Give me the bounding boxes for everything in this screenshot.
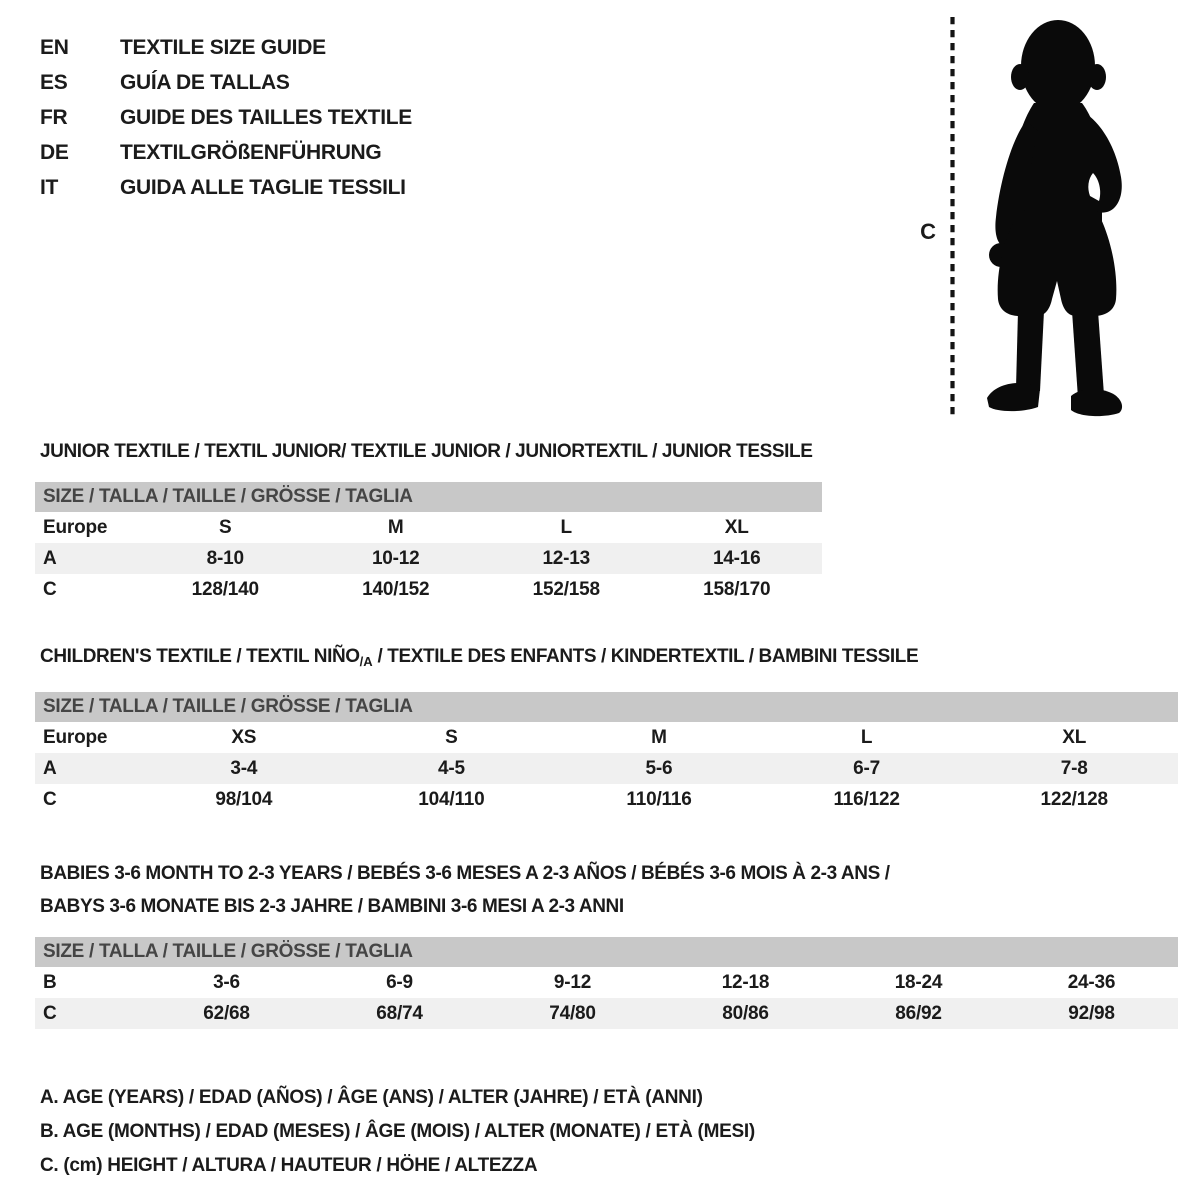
row-label: C <box>43 579 57 600</box>
babies-section-title <box>35 857 1178 923</box>
language-code: EN <box>40 35 69 59</box>
guide-title-es: GUÍA DE TALLAS <box>120 70 290 94</box>
language-code: ES <box>40 70 68 94</box>
babies-row-height <box>35 998 1178 1029</box>
children-title-suffix: / TEXTILE DES ENFANTS / KINDERTEXTIL / BAMBINI TESSILE <box>372 646 919 667</box>
header-area <box>0 0 1200 442</box>
legend-line-b: B. AGE (MONTHS) / EDAD (MESES) / ÂGE (MOIS) / ALTER (MONATE) / ETÀ (MESI) <box>40 1121 755 1142</box>
table-cell: 158/170 <box>703 579 771 600</box>
table-cell: 86/92 <box>895 1003 942 1024</box>
table-cell: 6-9 <box>386 972 413 993</box>
guide-title-it: GUIDA ALLE TAGLIE TESSILI <box>120 175 406 199</box>
children-row-height <box>35 784 1178 815</box>
table-cell: S <box>219 517 232 538</box>
table-cell: 74/80 <box>549 1003 596 1024</box>
table-cell: M <box>387 517 404 538</box>
language-row-fr <box>40 100 412 135</box>
section-junior-textile <box>35 442 1178 605</box>
children-row-age <box>35 753 1178 784</box>
babies-row-months <box>35 967 1178 998</box>
section-babies-textile <box>35 857 1178 1029</box>
table-cell: 122/128 <box>1040 789 1108 810</box>
height-dashed-line-icon <box>950 14 955 418</box>
table-cell: 24-36 <box>1067 972 1116 993</box>
table-cell: 110/116 <box>626 789 692 810</box>
children-section-title <box>40 647 1178 672</box>
row-label: Europe <box>43 727 108 748</box>
table-cell: 92/98 <box>1068 1003 1115 1024</box>
section-childrens-textile <box>35 647 1178 815</box>
row-label: Europe <box>43 517 108 538</box>
children-title-prefix: CHILDREN'S TEXTILE / TEXTIL NIÑO <box>40 646 360 667</box>
table-cell: 7-8 <box>1060 758 1088 779</box>
table-cell: XL <box>1062 727 1087 748</box>
toddler-silhouette-icon <box>970 13 1142 419</box>
junior-row-height <box>35 574 822 605</box>
language-code: FR <box>40 105 68 129</box>
table-cell: 116/122 <box>833 789 900 810</box>
table-cell: 152/158 <box>532 579 600 600</box>
table-cell: 6-7 <box>853 758 881 779</box>
table-cell: 4-5 <box>437 758 465 779</box>
table-cell: XL <box>724 517 749 538</box>
table-cell: L <box>860 727 873 748</box>
table-cell: 3-4 <box>230 758 258 779</box>
table-cell: 80/86 <box>722 1003 769 1024</box>
language-code: DE <box>40 140 69 164</box>
table-cell: 140/152 <box>362 579 430 600</box>
guide-title-en: TEXTILE SIZE GUIDE <box>120 35 326 59</box>
table-cell: 98/104 <box>215 789 273 810</box>
language-row-it <box>40 170 412 205</box>
junior-section-title: JUNIOR TEXTILE / TEXTIL JUNIOR/ TEXTILE JUNIOR / JUNIORTEXTIL / JUNIOR TESSILE <box>40 441 813 462</box>
junior-size-header-bar: SIZE / TALLA / TAILLE / GRÖSSE / TAGLIA <box>35 482 822 512</box>
row-label: C <box>43 1003 57 1024</box>
table-cell: 10-12 <box>371 548 420 569</box>
height-measure-figure <box>920 12 1142 420</box>
table-cell: 12-18 <box>721 972 770 993</box>
table-cell: 14-16 <box>712 548 761 569</box>
table-cell: M <box>651 727 667 748</box>
row-label: B <box>43 972 57 993</box>
language-title-list <box>40 30 412 205</box>
junior-row-europe <box>35 512 822 543</box>
table-cell: 62/68 <box>203 1003 250 1024</box>
legend-line-a: A. AGE (YEARS) / EDAD (AÑOS) / ÂGE (ANS) / ALTER (JAHRE) / ETÀ (ANNI) <box>40 1087 703 1108</box>
row-label: A <box>43 548 57 569</box>
language-row-en <box>40 30 412 65</box>
guide-title-fr: GUIDE DES TAILLES TEXTILE <box>120 105 412 129</box>
language-row-de <box>40 135 412 170</box>
table-cell: 12-13 <box>542 548 591 569</box>
legend-line-c: C. (cm) HEIGHT / ALTURA / HAUTEUR / HÖHE / ALTEZZA <box>40 1155 538 1176</box>
language-row-es <box>40 65 412 100</box>
table-cell: XS <box>231 727 257 748</box>
babies-size-header-bar: SIZE / TALLA / TAILLE / GRÖSSE / TAGLIA <box>35 937 1178 967</box>
table-cell: 18-24 <box>894 972 943 993</box>
table-cell: 128/140 <box>191 579 259 600</box>
table-cell: L <box>560 517 572 538</box>
children-size-header-bar: SIZE / TALLA / TAILLE / GRÖSSE / TAGLIA <box>35 692 1178 722</box>
tables-area <box>0 442 1200 1183</box>
measure-legend <box>40 1081 1178 1183</box>
children-title-sub: /A <box>359 654 373 669</box>
babies-title-line2: BABYS 3-6 MONATE BIS 2-3 JAHRE / BAMBINI 3-6 MESI A 2-3 ANNI <box>40 896 624 917</box>
table-cell: 5-6 <box>645 758 673 779</box>
table-cell: 9-12 <box>553 972 592 993</box>
guide-title-de: TEXTILGRÖßENFÜHRUNG <box>120 140 382 164</box>
table-cell: 8-10 <box>206 548 244 569</box>
row-label: A <box>43 758 57 779</box>
junior-row-age <box>35 543 822 574</box>
language-code: IT <box>40 175 59 199</box>
table-cell: 3-6 <box>213 972 240 993</box>
table-cell: S <box>445 727 458 748</box>
row-label: C <box>43 789 57 810</box>
children-row-europe <box>35 722 1178 753</box>
table-cell: 104/110 <box>418 789 485 810</box>
babies-title-line1: BABIES 3-6 MONTH TO 2-3 YEARS / BEBÉS 3-6 MESES A 2-3 AÑOS / BÉBÉS 3-6 MOIS À 2-3 ANS / <box>40 863 890 884</box>
measure-c-label: C <box>920 219 936 244</box>
table-cell: 68/74 <box>376 1003 423 1024</box>
